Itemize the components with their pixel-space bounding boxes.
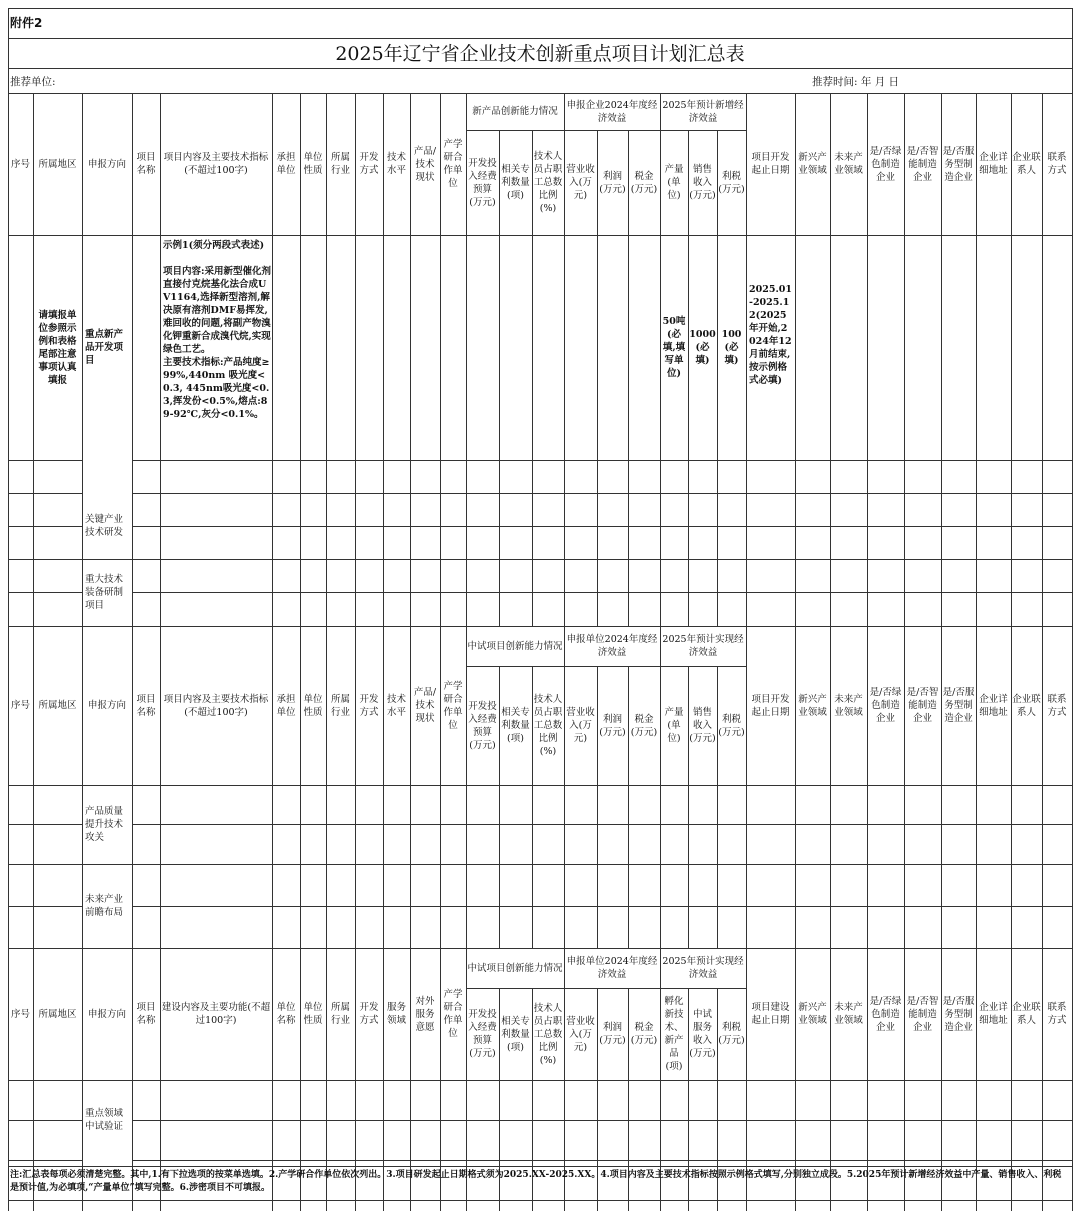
table-rule [82,1200,132,1201]
col-header-seq: 序号 [10,700,30,711]
col-header-industry: 所属行业 [330,693,350,718]
col-header-iur-unit: 产学研合作单位 [443,139,463,189]
table-rule [8,1200,82,1201]
table-rule [272,235,273,626]
col-header-undertake: 承担单位 [276,693,296,718]
table-rule [8,38,1072,39]
table-rule [8,1160,82,1161]
table-rule [82,626,132,627]
col-header-region: 所属地区 [38,158,77,170]
table-rule [33,785,34,948]
group-header-innovation: 中试项目创新能力情况 [467,962,563,974]
table-rule [1011,235,1012,626]
col-header-tech-level: 技术水平 [386,152,406,176]
col-header-direction: 申报方向 [87,1008,126,1020]
table-rule [1072,8,1073,1211]
table-rule [132,460,1072,461]
table-rule [8,493,82,494]
table-rule [132,493,1072,494]
col-header-patents: 相关专利数量(项) [501,164,530,201]
direction-pilot: 重点领域中试验证 [85,1108,124,1132]
group-header-innovation: 中试项目创新能力情况 [467,640,563,652]
col-header-contact-way: 联系方式 [1047,152,1067,176]
table-rule [628,235,629,626]
col-header-dev-budget: 开发投入经费预算(万元) [468,1009,497,1059]
col-header-patents: 相关专利数量(项) [501,707,530,744]
table-rule [746,785,747,948]
col-header-profit-tax: 利税(万元) [718,713,745,738]
col-header-contact-way: 联系方式 [1047,693,1067,718]
table-rule [355,235,356,626]
col-header-direction: 申报方向 [87,700,126,711]
table-rule [1011,785,1012,948]
table-rule [564,235,565,626]
table-rule [8,68,1072,69]
col-header-profit-tax: 利税(万元) [718,170,745,195]
col-header-green: 是/否绿色制造企业 [869,687,902,724]
sample-output: 50吨(必填,填写单位) [662,316,686,379]
col-header-address: 企业详细地址 [979,693,1008,718]
table-rule [532,785,533,948]
col-header-sales: 中试服务收入(万元) [689,1009,716,1059]
table-rule [355,785,356,948]
table-rule [132,592,1072,593]
table-rule [867,235,868,626]
table-rule [132,864,1072,865]
table-rule [904,785,905,948]
group-header-2024: 申报单位2024年度经济效益 [566,956,658,980]
table-rule [688,785,689,948]
col-header-dev-period: 项目开发起止日期 [751,693,790,718]
col-header-address: 企业详细地址 [979,152,1008,176]
table-rule [8,864,82,865]
col-header-product-status: 产品/技术现状 [413,145,437,183]
col-header-output: 产量(单位) [664,164,684,201]
table-rule [410,785,411,948]
page-title: 2025年辽宁省企业技术创新重点项目计划汇总表 [335,43,745,65]
table-rule [597,785,598,948]
col-header-profit: 利润(万元) [599,170,626,195]
col-header-future: 未来产业领域 [834,693,863,718]
table-rule [8,1080,1072,1081]
sample-region-note: 请填报单位参照示例和表格尾部注意事项认真填报 [38,309,77,386]
table-rule [8,824,82,825]
table-rule [867,785,868,948]
direction-future-layout: 未来产业前瞻布局 [85,894,124,918]
direction-quality: 产品质量提升技术攻关 [85,806,124,843]
col-header-profit-tax: 利税(万元) [718,1022,745,1046]
group-header-2025: 2025年预计实现经济效益 [662,956,744,980]
col-header-region: 所属地区 [38,1008,77,1020]
col-header-contact: 企业联系人 [1012,152,1041,176]
col-header-content: 项目内容及主要技术指标(不超过100字) [163,693,269,718]
col-header-content: 项目内容及主要技术指标(不超过100字) [163,152,269,176]
col-header-profit: 利润(万元) [599,1022,626,1046]
col-header-output: 孵化新技术、新产品(项) [664,996,684,1072]
col-header-tech-ratio: 技术人员占职工总数比例(%) [533,694,563,757]
table-rule [564,785,565,948]
col-header-iur-unit: 产学研合作单位 [443,989,463,1039]
table-rule [628,785,629,948]
table-rule [132,559,1072,560]
col-header-smart: 是/否智能制造企业 [906,687,939,724]
col-header-unit-nature: 单位性质 [303,152,323,176]
table-rule [132,526,1072,527]
col-header-dev-mode: 开发方式 [359,152,379,176]
col-header-sales: 销售收入(万元) [689,707,716,744]
col-header-contact: 企业联系人 [1012,1002,1041,1026]
col-header-seq: 序号 [10,158,30,170]
table-rule [1042,235,1043,626]
col-header-product-status: 产品/技术现状 [413,687,437,724]
col-header-tax: 税金(万元) [630,170,658,195]
table-rule [132,785,133,948]
col-header-dev-period: 项目开发起止日期 [751,152,790,176]
col-header-project-name: 项目名称 [136,693,156,718]
table-rule [300,235,301,626]
col-header-revenue: 营业收入(万元) [566,164,595,201]
col-header-tech-level: 服务领域 [386,1002,406,1026]
table-rule [904,235,905,626]
table-rule [160,785,161,948]
col-header-undertake: 单位名称 [276,1002,296,1026]
table-rule [8,1120,82,1121]
col-header-revenue: 营业收入(万元) [566,1015,595,1053]
group-header-2025: 2025年预计新增经济效益 [662,99,744,124]
col-header-content: 建设内容及主要功能(不超过100字) [161,1002,271,1026]
table-rule [795,785,796,948]
table-rule [132,235,133,626]
col-header-region: 所属地区 [38,700,77,711]
col-header-emerging: 新兴产业领域 [798,693,827,718]
table-rule [830,235,831,626]
table-rule [976,785,977,948]
table-rule [499,785,500,948]
attachment-label: 附件2 [10,16,43,30]
table-rule [383,235,384,626]
col-header-sales: 销售收入(万元) [689,164,716,201]
col-header-output: 产量(单位) [664,707,684,744]
col-header-service: 是/否服务型制造企业 [942,687,975,724]
table-rule [830,785,831,948]
table-rule [466,235,467,626]
table-rule [660,785,661,948]
table-rule [8,948,82,949]
col-header-seq: 序号 [10,1008,30,1020]
col-header-emerging: 新兴产业领域 [798,1002,827,1026]
table-rule [300,785,301,948]
table-rule [383,785,384,948]
table-rule [532,235,533,626]
col-header-service: 是/否服务型制造企业 [942,145,975,183]
table-rule [132,1200,1072,1201]
col-header-smart: 是/否智能制造企业 [906,995,939,1033]
group-header-2024: 申报企业2024年度经济效益 [566,99,658,124]
table-rule [8,460,82,461]
col-header-dev-budget: 开发投入经费预算(万元) [468,700,497,751]
col-header-industry: 所属行业 [330,1002,350,1026]
table-rule [132,948,1072,949]
col-header-tech-level: 技术水平 [386,693,406,718]
col-header-dev-mode: 开发方式 [359,1002,379,1026]
col-header-unit-nature: 单位性质 [303,693,323,718]
table-rule [8,785,1072,786]
col-header-project-name: 项目名称 [136,1002,156,1026]
direction-major-equip: 重大技术装备研制项目 [85,574,124,611]
col-header-green: 是/否绿色制造企业 [869,995,902,1033]
sample-period: 2025.01-2025.12(2025年开始,2024年12月前结束,按示例格式必填) [749,284,792,386]
table-rule [132,1120,1072,1121]
col-header-tech-ratio: 技术人员占职工总数比例(%) [533,1002,563,1066]
table-rule [272,785,273,948]
table-rule [132,626,1072,627]
col-header-future: 未来产业领域 [834,152,863,176]
table-rule [82,948,132,949]
group-header-2024: 申报单位2024年度经济效益 [566,634,658,658]
col-header-undertake: 承担单位 [276,152,296,176]
footnote: 注:汇总表每项必须清楚完整。其中,1.有下拉选项的按菜单选填。2.产学研合作单位依次列出。3.项目研发起止日期格式须为2025.XX-2025.XX。4.项目内容及主要技术指标按照示例格式填写,分别独立成段。5.2025年预计新增经济效益中产量、销售收入、利税是预计值,为必填项,“产量单位”填写完整。6.涉密项目不可填报。 [10,1170,1062,1193]
table-rule [132,1160,1072,1161]
col-header-contact: 企业联系人 [1012,693,1041,718]
col-header-green: 是/否绿色制造企业 [869,145,902,183]
table-rule [597,235,598,626]
table-rule [8,626,82,627]
table-rule [132,824,1072,825]
group-header-2025: 2025年预计实现经济效益 [662,634,744,658]
col-header-dev-period: 项目建设起止日期 [751,1002,790,1026]
direction-new-product: 重点新产品开发项目 [85,329,124,366]
col-header-patents: 相关专利数量(项) [501,1015,530,1053]
table-rule [440,785,441,948]
table-rule [326,785,327,948]
col-header-project-name: 项目名称 [136,152,156,176]
col-header-future: 未来产业领域 [834,1002,863,1026]
table-rule [8,526,82,527]
recommender-label: 推荐单位: [10,76,56,88]
col-header-industry: 所属行业 [330,152,350,176]
col-header-emerging: 新兴产业领域 [798,152,827,176]
sample-profit-tax: 100(必填) [721,329,742,366]
table-rule [8,8,1072,9]
col-header-profit: 利润(万元) [599,713,626,738]
sample-content: 示例1(须分两段式表述) 项目内容:采用新型催化剂直接付克烷基化法合成UV1164,选择新型溶剂,解决原有溶剂DMF易挥发,难回收的问题,将副产物溴化钾重新合成溴代烷,实现绿色工艺。 主要技术指标:产品纯度≥99%,440nm 吸光度<0.3, 445nm吸光度<0.3,挥发份<0.5%,熔点:89-92℃,灰分<0.1%。 [163,240,272,420]
col-header-tech-ratio: 技术人员占职工总数比例(%) [533,151,563,214]
table-rule [440,235,441,626]
table-rule [8,235,1072,236]
table-rule [410,235,411,626]
table-rule [8,592,82,593]
table-rule [941,235,942,626]
recommend-time-label: 推荐时间: 年 月 日 [812,76,900,88]
col-header-iur-unit: 产学研合作单位 [443,680,463,731]
col-header-service: 是/否服务型制造企业 [942,995,975,1033]
direction-key-tech: 关键产业技术研发 [85,514,124,538]
col-header-direction: 申报方向 [87,158,126,170]
table-rule [8,906,82,907]
table-rule [8,559,82,560]
table-rule [717,785,718,948]
table-rule [795,235,796,626]
col-header-address: 企业详细地址 [979,1002,1008,1026]
col-header-revenue: 营业收入(万元) [566,707,595,744]
col-header-dev-mode: 开发方式 [359,693,379,718]
table-rule [132,906,1072,907]
table-rule [8,1166,1072,1167]
col-header-product-status: 对外服务意愿 [415,995,435,1033]
col-header-smart: 是/否智能制造企业 [906,145,939,183]
group-header-innovation: 新产品创新能力情况 [472,106,558,117]
sample-sales: 1000(必填) [689,329,716,366]
table-rule [976,235,977,626]
table-rule [1042,785,1043,948]
table-rule [499,235,500,626]
table-rule [941,785,942,948]
col-header-unit-nature: 单位性质 [303,1002,323,1026]
table-rule [466,785,467,948]
col-header-contact-way: 联系方式 [1047,1002,1067,1026]
col-header-tax: 税金(万元) [630,1022,658,1046]
col-header-dev-budget: 开发投入经费预算(万元) [468,157,497,208]
table-rule [326,235,327,626]
col-header-tax: 税金(万元) [630,713,658,738]
